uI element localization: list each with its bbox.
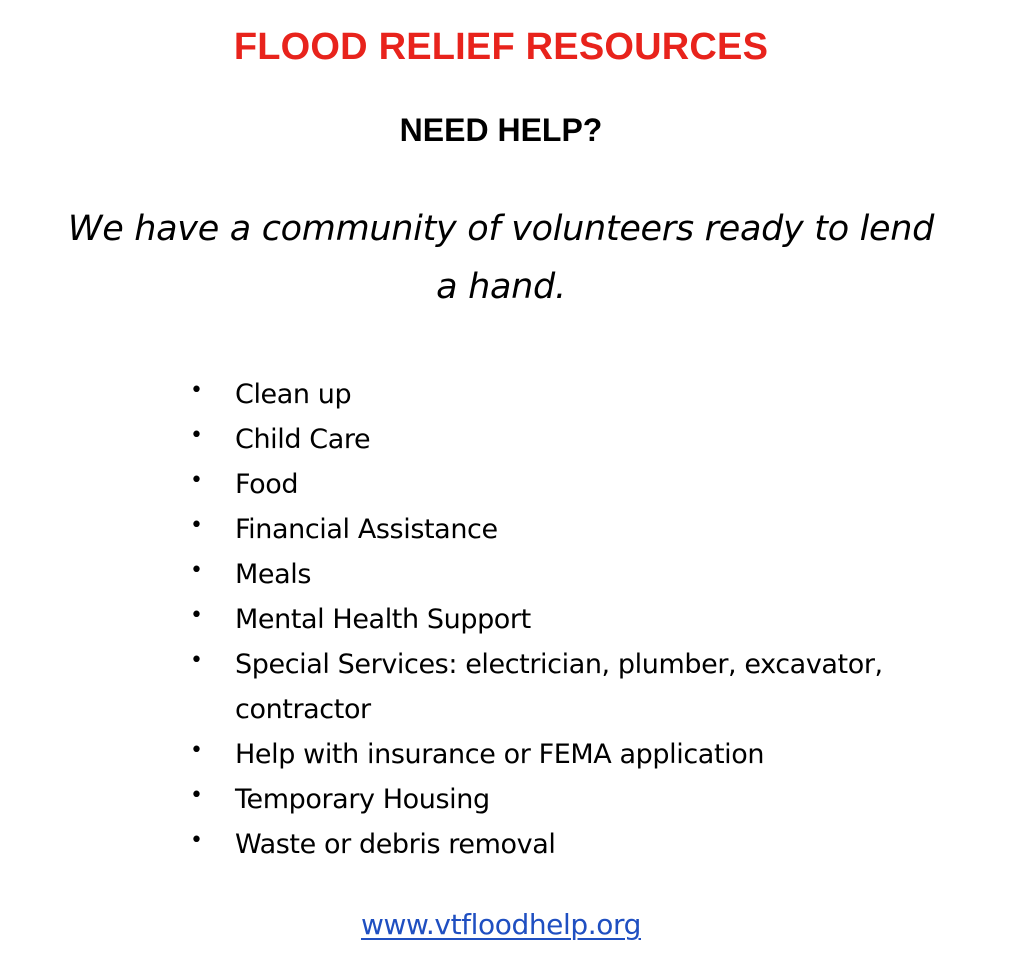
- bullet-icon: •: [190, 738, 203, 763]
- list-item: [190, 642, 990, 732]
- list-item-label: Meals: [235, 559, 312, 590]
- subtitle: NEED HELP?: [399, 112, 603, 148]
- tagline: We have a community of volunteers ready to lend a hand.: [67, 209, 935, 307]
- list-item-label: Temporary Housing: [235, 784, 490, 815]
- list-item: [190, 777, 990, 822]
- website-link[interactable]: www.vtfloodhelp.org: [360, 908, 641, 941]
- list-item: [190, 417, 990, 462]
- bullet-icon: •: [190, 468, 203, 493]
- list-item-label: Financial Assistance: [235, 514, 498, 545]
- list-item-label: Mental Health Support: [235, 604, 531, 635]
- bullet-icon: •: [190, 603, 203, 628]
- bullet-icon: •: [190, 513, 203, 538]
- list-item-label: Help with insurance or FEMA application: [235, 739, 765, 770]
- list-item: [190, 552, 990, 597]
- list-item-label: Clean up: [235, 379, 352, 410]
- list-item: [190, 372, 990, 417]
- bullet-icon: •: [190, 558, 203, 583]
- list-item-label: Waste or debris removal: [235, 829, 556, 860]
- bullet-icon: •: [190, 378, 203, 403]
- bullet-icon: •: [190, 828, 203, 853]
- page-title: FLOOD RELIEF RESOURCES: [233, 26, 769, 68]
- list-item: [190, 597, 990, 642]
- list-item: [190, 462, 990, 507]
- list-item-label: Special Services: electrician, plumber, excavator, contractor: [235, 649, 883, 725]
- bullet-icon: •: [190, 648, 203, 673]
- list-item-label: Child Care: [235, 424, 371, 455]
- services-list: [190, 372, 990, 867]
- list-item: [190, 822, 990, 867]
- list-item-label: Food: [235, 469, 299, 500]
- bullet-icon: •: [190, 783, 203, 808]
- bullet-icon: •: [190, 423, 203, 448]
- list-item: [190, 732, 990, 777]
- list-item: [190, 507, 990, 552]
